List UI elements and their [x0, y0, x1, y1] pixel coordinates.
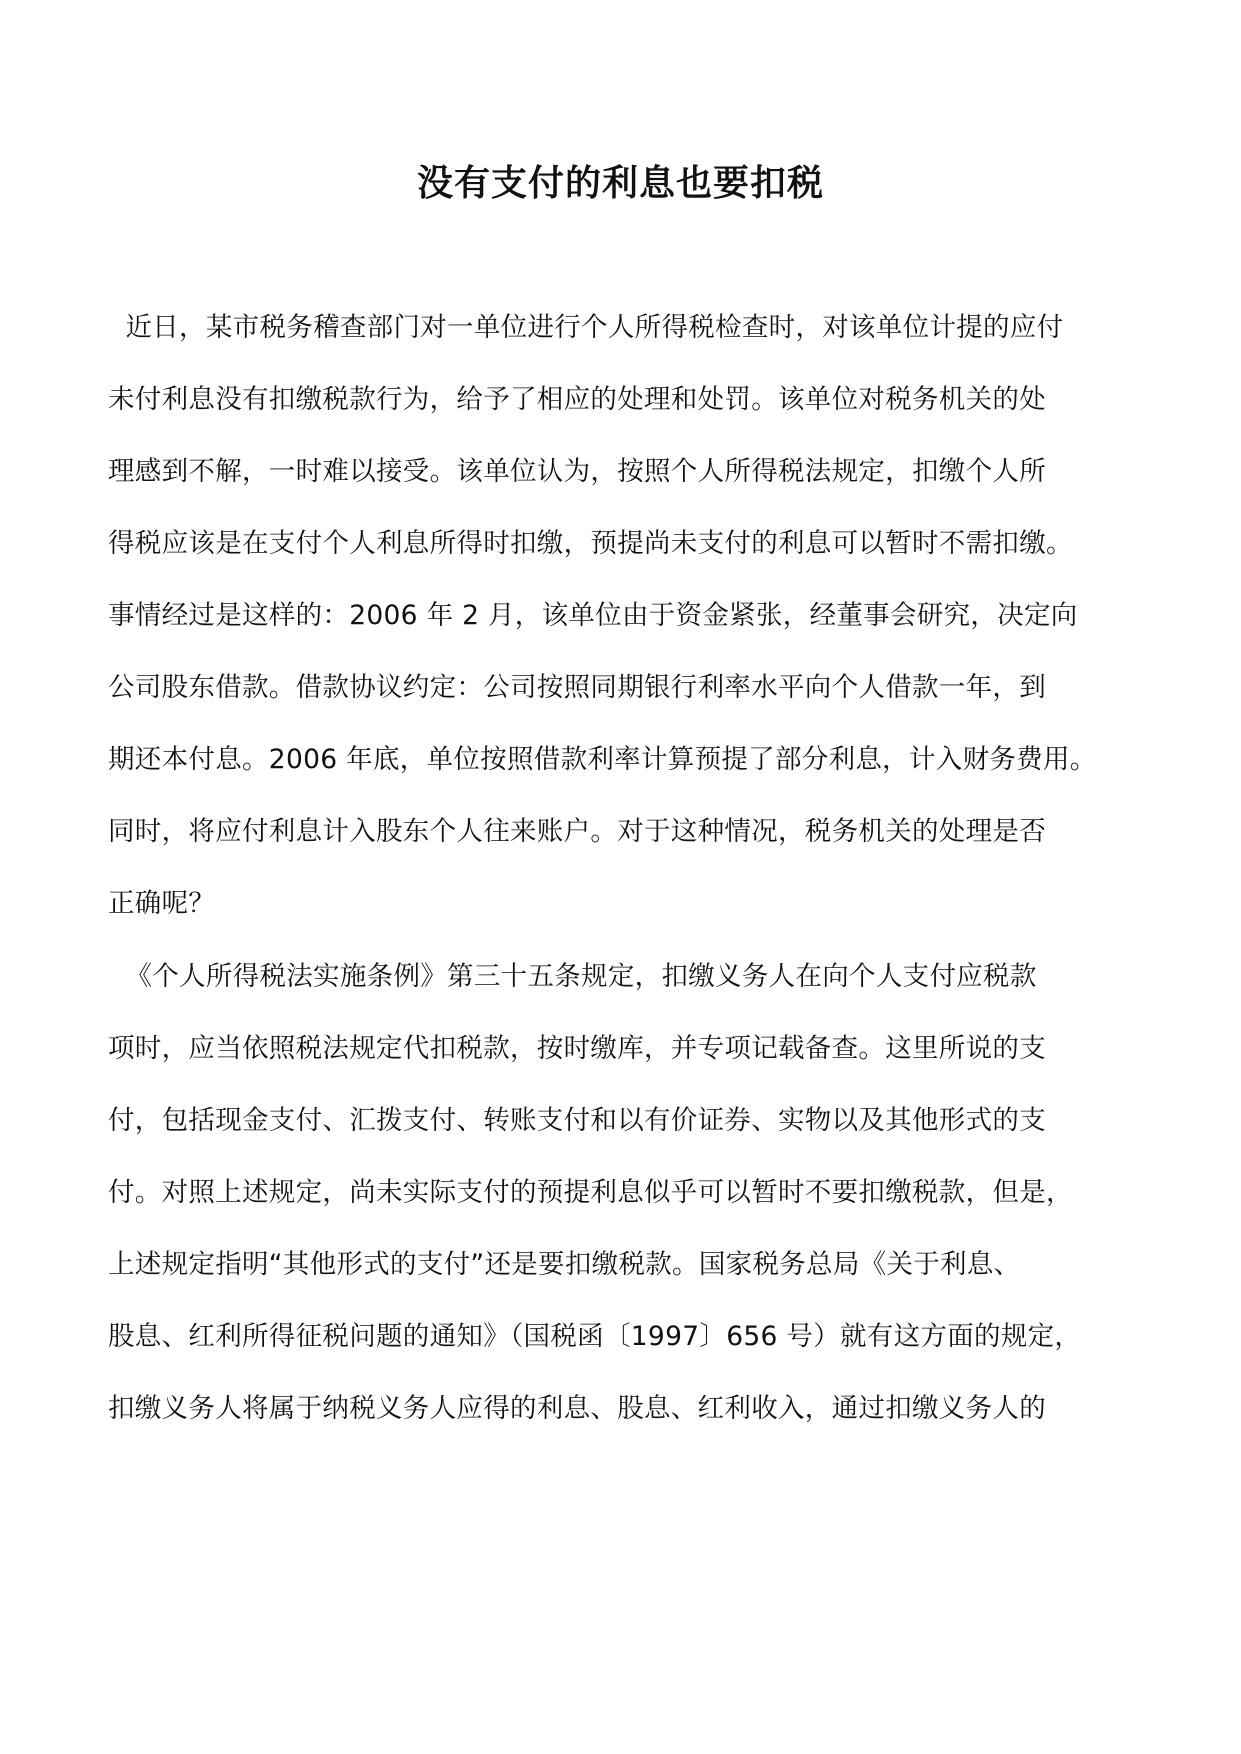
body-line: 期还本付息。2006 年底，单位按照借款利率计算预提了部分利息，计入财务费用。	[108, 744, 1097, 775]
body-line: 项时，应当依照税法规定代扣税款，按时缴库，并专项记载备查。这里所说的支	[108, 1033, 1046, 1064]
body-line: 近日，某市税务稽查部门对一单位进行个人所得税检查时，对该单位计提的应付	[108, 312, 1064, 343]
body-line: 付，包括现金支付、汇拨支付、转账支付和以有价证券、实物以及其他形式的支	[108, 1105, 1046, 1136]
body-line: 扣缴义务人将属于纳税义务人应得的利息、股息、红利收入，通过扣缴义务人的	[108, 1393, 1046, 1424]
body-line: 事情经过是这样的：2006 年 2 月，该单位由于资金紧张，经董事会研究，决定向	[108, 600, 1078, 631]
body-line: 未付利息没有扣缴税款行为，给予了相应的处理和处罚。该单位对税务机关的处	[108, 384, 1046, 415]
body-line: 付。对照上述规定，尚未实际支付的预提利息似乎可以暂时不要扣缴税款，但是，	[108, 1177, 1073, 1208]
body-line: 《个人所得税法实施条例》第三十五条规定，扣缴义务人在向个人支付应税款	[108, 961, 1037, 992]
body-line: 公司股东借款。借款协议约定：公司按照同期银行利率水平向个人借款一年，到	[108, 672, 1046, 703]
body-line: 股息、红利所得征税问题的通知》（国税函〔1997〕656 号）就有这方面的规定，	[108, 1321, 1082, 1352]
body-line: 上述规定指明“其他形式的支付”还是要扣缴税款。国家税务总局《关于利息、	[108, 1249, 1021, 1280]
document-title: 没有支付的利息也要扣税	[416, 162, 824, 204]
body-line: 同时，将应付利息计入股东个人往来账户。对于这种情况，税务机关的处理是否	[108, 816, 1046, 847]
body-line: 理感到不解，一时难以接受。该单位认为，按照个人所得税法规定，扣缴个人所	[108, 456, 1046, 487]
body-line: 得税应该是在支付个人利息所得时扣缴，预提尚未支付的利息可以暂时不需扣缴。	[108, 528, 1073, 559]
body-line: 正确呢？	[108, 888, 216, 919]
